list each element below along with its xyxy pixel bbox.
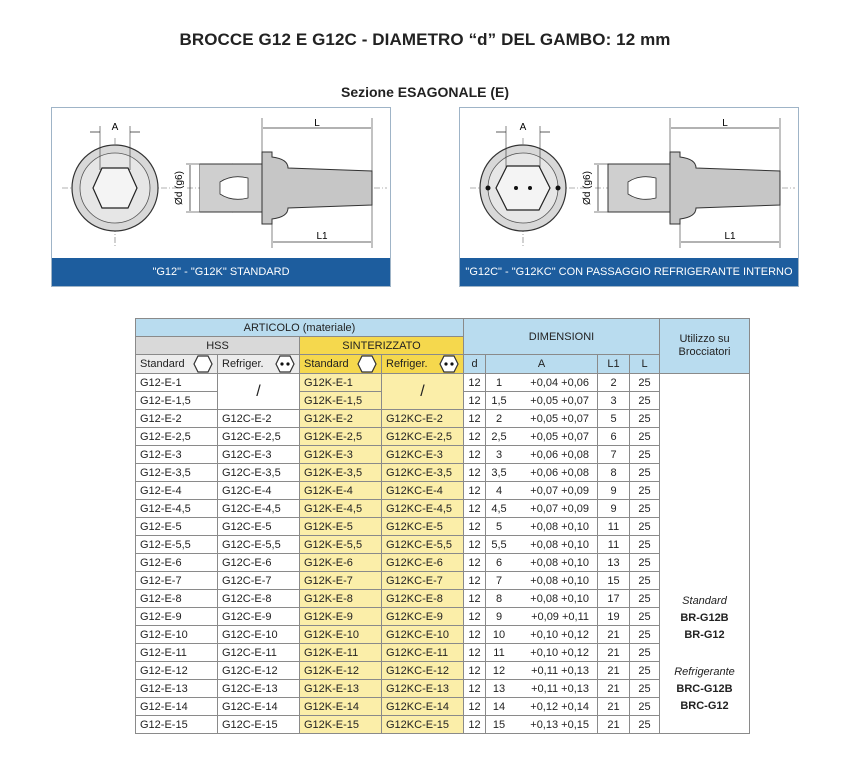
cell-sin-refriger: G12KC-E-5,5 — [382, 536, 464, 554]
cell-sin-standard: G12K-E-11 — [300, 644, 382, 662]
cell-a-tolerance: +0,08 +0,10 — [530, 574, 589, 587]
header-hss-standard — [136, 355, 218, 374]
cell-a-nominal: 1 — [495, 376, 503, 389]
cell-sin-refriger: G12KC-E-10 — [382, 626, 464, 644]
cell-a-tolerance: +0,13 +0,15 — [530, 718, 589, 731]
hexagon-coolant-icon — [439, 355, 459, 373]
cell-l1: 21 — [598, 698, 630, 716]
cell-a-tolerance: +0,08 +0,10 — [530, 520, 589, 533]
header-a: A — [486, 355, 598, 374]
cell-l1: 2 — [598, 374, 630, 392]
cell-hss-standard: G12-E-1 — [136, 374, 218, 392]
cell-sin-refriger: G12KC-E-5 — [382, 518, 464, 536]
cell-a-nominal: 4 — [495, 484, 503, 497]
cell-hss-standard: G12-E-12 — [136, 662, 218, 680]
table-row — [136, 680, 750, 698]
cell-sin-standard: G12K-E-8 — [300, 590, 382, 608]
cell-hss-refriger: G12C-E-2,5 — [218, 428, 300, 446]
header-sin-refriger — [382, 355, 464, 374]
cell-hss-refriger: G12C-E-15 — [218, 716, 300, 734]
cell-sin-standard: G12K-E-2,5 — [300, 428, 382, 446]
table-row — [136, 464, 750, 482]
cell-d: 12 — [464, 590, 486, 608]
cell-sin-refriger: G12KC-E-12 — [382, 662, 464, 680]
cell-hss-refriger: G12C-E-3 — [218, 446, 300, 464]
table-row — [136, 644, 750, 662]
table-row — [136, 608, 750, 626]
cell-d: 12 — [464, 644, 486, 662]
cell-l: 25 — [630, 680, 660, 698]
page-title: BROCCE G12 E G12C - DIAMETRO “d” DEL GAMBO: 12 mm — [179, 30, 671, 49]
cell-a-nominal: 5 — [495, 520, 503, 533]
cell-l: 25 — [630, 716, 660, 734]
dim-l-label: L — [722, 118, 728, 129]
cell-a-tolerance: +0,12 +0,14 — [530, 700, 589, 713]
cell-sin-refriger: G12KC-E-2 — [382, 410, 464, 428]
cell-hss-refriger: G12C-E-3,5 — [218, 464, 300, 482]
cell-l: 25 — [630, 392, 660, 410]
cell-l: 25 — [630, 464, 660, 482]
cell-a-nominal: 3,5 — [491, 466, 507, 479]
utilizzo-refrig-1: BRC-G12B — [676, 682, 733, 695]
cell-a — [486, 464, 598, 482]
table-row — [136, 536, 750, 554]
cell-hss-standard: G12-E-4,5 — [136, 500, 218, 518]
cell-a-tolerance: +0,08 +0,10 — [530, 592, 589, 605]
cell-a-tolerance: +0,04 +0,06 — [530, 376, 589, 389]
cell-sin-refriger: G12KC-E-3 — [382, 446, 464, 464]
cell-d: 12 — [464, 536, 486, 554]
cell-l: 25 — [630, 428, 660, 446]
cell-a-tolerance: +0,11 +0,13 — [531, 664, 589, 677]
cell-a-nominal: 15 — [492, 718, 506, 731]
cell-hss-standard: G12-E-15 — [136, 716, 218, 734]
hexagon-coolant-icon — [275, 355, 295, 373]
cell-d: 12 — [464, 446, 486, 464]
table-row — [136, 662, 750, 680]
cell-a — [486, 428, 598, 446]
cell-a-nominal: 9 — [495, 610, 503, 623]
cell-a — [486, 680, 598, 698]
cell-sin-refriger: G12KC-E-7 — [382, 572, 464, 590]
cell-l: 25 — [630, 482, 660, 500]
cell-l: 25 — [630, 608, 660, 626]
cell-l: 25 — [630, 518, 660, 536]
cell-a — [486, 572, 598, 590]
cell-utilizzo — [660, 374, 750, 734]
utilizzo-standard-1: BR-G12B — [680, 611, 729, 624]
cell-hss-refriger: G12C-E-8 — [218, 590, 300, 608]
cell-sin-standard: G12K-E-2 — [300, 410, 382, 428]
header-hss-refriger — [218, 355, 300, 374]
cell-hss-refriger: G12C-E-13 — [218, 680, 300, 698]
sin-refriger-label: Refriger. — [386, 358, 428, 370]
header-sin-standard — [300, 355, 382, 374]
cell-l: 25 — [630, 500, 660, 518]
cell-a — [486, 554, 598, 572]
dim-d-label: Ød (g6) — [174, 171, 185, 205]
cell-l: 25 — [630, 446, 660, 464]
cell-d: 12 — [464, 428, 486, 446]
cell-sin-standard: G12K-E-3,5 — [300, 464, 382, 482]
cell-a — [486, 608, 598, 626]
section-subtitle: Sezione ESAGONALE (E) — [340, 84, 510, 100]
cell-a-nominal: 10 — [492, 628, 506, 641]
cell-a-tolerance: +0,11 +0,13 — [531, 682, 589, 695]
cell-a-nominal: 14 — [492, 700, 506, 713]
cell-l: 25 — [630, 626, 660, 644]
header-articolo: ARTICOLO (materiale) — [136, 319, 464, 337]
cell-l1: 3 — [598, 392, 630, 410]
cell-sin-standard: G12K-E-1,5 — [300, 392, 382, 410]
cell-a-nominal: 1,5 — [491, 394, 507, 407]
cell-sin-standard: G12K-E-10 — [300, 626, 382, 644]
cell-hss-refriger: G12C-E-10 — [218, 626, 300, 644]
cell-hss-refriger: G12C-E-14 — [218, 698, 300, 716]
cell-l: 25 — [630, 374, 660, 392]
cell-d: 12 — [464, 626, 486, 644]
table-row — [136, 500, 750, 518]
cell-sin-standard: G12K-E-15 — [300, 716, 382, 734]
cell-a — [486, 392, 598, 410]
cell-l: 25 — [630, 536, 660, 554]
header-l: L — [630, 355, 660, 374]
cell-a — [486, 662, 598, 680]
cell-sin-refriger: G12KC-E-4,5 — [382, 500, 464, 518]
cell-a-nominal: 8 — [495, 592, 503, 605]
cell-sin-standard: G12K-E-13 — [300, 680, 382, 698]
cell-hss-refriger: G12C-E-11 — [218, 644, 300, 662]
cell-a — [486, 590, 598, 608]
header-utilizzo: Utilizzo su Brocciatori — [660, 319, 750, 374]
cell-sin-refriger: G12KC-E-15 — [382, 716, 464, 734]
table-row — [136, 698, 750, 716]
cell-sin-standard: G12K-E-9 — [300, 608, 382, 626]
cell-sin-standard: G12K-E-5 — [300, 518, 382, 536]
cell-hss-refriger: G12C-E-5,5 — [218, 536, 300, 554]
dim-a-label: A — [111, 122, 119, 133]
cell-hss-refriger: G12C-E-4 — [218, 482, 300, 500]
cell-d: 12 — [464, 500, 486, 518]
dim-d-label: Ød (g6) — [582, 171, 593, 205]
cell-a — [486, 518, 598, 536]
cell-d: 12 — [464, 554, 486, 572]
cell-sin-standard: G12K-E-4,5 — [300, 500, 382, 518]
cell-hss-refriger: G12C-E-9 — [218, 608, 300, 626]
cell-sin-standard: G12K-E-3 — [300, 446, 382, 464]
cell-l1: 5 — [598, 410, 630, 428]
table-row — [136, 716, 750, 734]
cell-hss-standard: G12-E-9 — [136, 608, 218, 626]
cell-sin-standard: G12K-E-7 — [300, 572, 382, 590]
cell-l: 25 — [630, 410, 660, 428]
cell-a-tolerance: +0,09 +0,11 — [531, 610, 589, 623]
cell-sin-refriger: G12KC-E-13 — [382, 680, 464, 698]
cell-a — [486, 482, 598, 500]
cell-d: 12 — [464, 680, 486, 698]
cell-d: 12 — [464, 572, 486, 590]
drawing-panel-coolant — [459, 107, 799, 287]
cell-sin-standard: G12K-E-5,5 — [300, 536, 382, 554]
cell-a-nominal: 2,5 — [491, 430, 507, 443]
utilizzo-refrig-label: Refrigerante — [674, 665, 735, 678]
cell-l1: 15 — [598, 572, 630, 590]
cell-a — [486, 698, 598, 716]
cell-l1: 21 — [598, 680, 630, 698]
cell-a — [486, 644, 598, 662]
cell-l1: 19 — [598, 608, 630, 626]
cell-sin-refriger: G12KC-E-2,5 — [382, 428, 464, 446]
cell-d: 12 — [464, 608, 486, 626]
utilizzo-refrig-2: BRC-G12 — [680, 699, 729, 712]
cell-a — [486, 374, 598, 392]
cell-sin-refriger: G12KC-E-8 — [382, 590, 464, 608]
cell-l1: 17 — [598, 590, 630, 608]
cell-l1: 8 — [598, 464, 630, 482]
broach-drawing-standard — [52, 108, 390, 258]
table-row — [136, 428, 750, 446]
hexagon-icon — [357, 355, 377, 373]
cell-hss-standard: G12-E-5 — [136, 518, 218, 536]
cell-l1: 21 — [598, 716, 630, 734]
cell-a-nominal: 2 — [495, 412, 503, 425]
cell-a — [486, 716, 598, 734]
cell-hss-refriger: G12C-E-4,5 — [218, 500, 300, 518]
cell-l: 25 — [630, 554, 660, 572]
table-row — [136, 554, 750, 572]
cell-l1: 21 — [598, 662, 630, 680]
cell-a-tolerance: +0,08 +0,10 — [530, 556, 589, 569]
cell-sin-standard: G12K-E-4 — [300, 482, 382, 500]
cell-hss-refriger: G12C-E-12 — [218, 662, 300, 680]
cell-l: 25 — [630, 590, 660, 608]
cell-a — [486, 500, 598, 518]
panel-caption-coolant: "G12C" - "G12KC" CON PASSAGGIO REFRIGERANTE INTERNO — [460, 258, 798, 286]
cell-hss-standard: G12-E-2,5 — [136, 428, 218, 446]
cell-l: 25 — [630, 644, 660, 662]
cell-hss-standard: G12-E-8 — [136, 590, 218, 608]
cell-a-tolerance: +0,10 +0,12 — [530, 646, 589, 659]
cell-a-tolerance: +0,10 +0,12 — [530, 628, 589, 641]
table-row — [136, 518, 750, 536]
cell-a-tolerance: +0,07 +0,09 — [530, 484, 589, 497]
drawing-panel-standard — [51, 107, 391, 287]
cell-a-nominal: 4,5 — [491, 502, 507, 515]
cell-d: 12 — [464, 518, 486, 536]
cell-hss-refriger: G12C-E-5 — [218, 518, 300, 536]
cell-hss-standard: G12-E-5,5 — [136, 536, 218, 554]
cell-d: 12 — [464, 464, 486, 482]
cell-hss-standard: G12-E-6 — [136, 554, 218, 572]
cell-a-nominal: 3 — [495, 448, 503, 461]
panel-caption-standard: "G12" - "G12K" STANDARD — [52, 258, 390, 286]
cell-a-tolerance: +0,07 +0,09 — [530, 502, 589, 515]
cell-l: 25 — [630, 662, 660, 680]
cell-hss-refriger: G12C-E-6 — [218, 554, 300, 572]
cell-l1: 9 — [598, 482, 630, 500]
table-row — [136, 626, 750, 644]
cell-a-nominal: 5,5 — [491, 538, 507, 551]
table-row — [136, 410, 750, 428]
cell-l1: 13 — [598, 554, 630, 572]
cell-a-tolerance: +0,05 +0,07 — [530, 412, 589, 425]
utilizzo-standard-2: BR-G12 — [684, 628, 725, 641]
cell-a-nominal: 13 — [492, 682, 506, 695]
sin-standard-label: Standard — [304, 358, 349, 370]
cell-sin-standard: G12K-E-1 — [300, 374, 382, 392]
cell-hss-standard: G12-E-2 — [136, 410, 218, 428]
cell-sin-refriger: G12KC-E-14 — [382, 698, 464, 716]
cell-hss-standard: G12-E-3,5 — [136, 464, 218, 482]
dim-l-label: L — [314, 118, 320, 129]
header-hss: HSS — [136, 337, 300, 355]
cell-l1: 6 — [598, 428, 630, 446]
cell-a-tolerance: +0,06 +0,08 — [530, 466, 589, 479]
cell-l: 25 — [630, 698, 660, 716]
cell-l1: 7 — [598, 446, 630, 464]
cell-sin-refriger: G12KC-E-6 — [382, 554, 464, 572]
cell-sin-refriger-na: / — [382, 374, 464, 410]
cell-l1: 9 — [598, 500, 630, 518]
cell-a — [486, 446, 598, 464]
article-table-body — [136, 374, 750, 734]
cell-a-nominal: 6 — [495, 556, 503, 569]
cell-sin-standard: G12K-E-6 — [300, 554, 382, 572]
cell-hss-standard: G12-E-14 — [136, 698, 218, 716]
cell-hss-refriger: G12C-E-7 — [218, 572, 300, 590]
cell-d: 12 — [464, 374, 486, 392]
cell-d: 12 — [464, 392, 486, 410]
cell-sin-refriger: G12KC-E-3,5 — [382, 464, 464, 482]
cell-hss-standard: G12-E-3 — [136, 446, 218, 464]
cell-a — [486, 536, 598, 554]
hss-standard-label: Standard — [140, 358, 185, 370]
cell-hss-standard: G12-E-11 — [136, 644, 218, 662]
cell-l1: 11 — [598, 518, 630, 536]
cell-a-nominal: 12 — [492, 664, 506, 677]
cell-d: 12 — [464, 410, 486, 428]
table-row — [136, 590, 750, 608]
broach-drawing-coolant — [460, 108, 798, 258]
article-table — [135, 318, 750, 734]
hexagon-icon — [193, 355, 213, 373]
table-row — [136, 446, 750, 464]
cell-hss-standard: G12-E-7 — [136, 572, 218, 590]
header-l1: L1 — [598, 355, 630, 374]
cell-a-nominal: 7 — [495, 574, 503, 587]
cell-d: 12 — [464, 716, 486, 734]
table-row — [136, 482, 750, 500]
cell-a — [486, 626, 598, 644]
cell-hss-standard: G12-E-4 — [136, 482, 218, 500]
utilizzo-standard-label: Standard — [682, 594, 727, 607]
header-d: d — [464, 355, 486, 374]
cell-d: 12 — [464, 482, 486, 500]
cell-sin-standard: G12K-E-14 — [300, 698, 382, 716]
cell-l1: 11 — [598, 536, 630, 554]
dim-l1-label: L1 — [724, 231, 736, 242]
cell-hss-refriger: G12C-E-2 — [218, 410, 300, 428]
header-sinterizzato: SINTERIZZATO — [300, 337, 464, 355]
cell-hss-standard: G12-E-13 — [136, 680, 218, 698]
cell-sin-refriger: G12KC-E-9 — [382, 608, 464, 626]
cell-hss-standard: G12-E-10 — [136, 626, 218, 644]
cell-d: 12 — [464, 662, 486, 680]
cell-l1: 21 — [598, 626, 630, 644]
cell-sin-standard: G12K-E-12 — [300, 662, 382, 680]
cell-l1: 21 — [598, 644, 630, 662]
cell-hss-refriger-na: / — [218, 374, 300, 410]
cell-d: 12 — [464, 698, 486, 716]
cell-sin-refriger: G12KC-E-4 — [382, 482, 464, 500]
cell-a-tolerance: +0,05 +0,07 — [530, 394, 589, 407]
cell-l: 25 — [630, 572, 660, 590]
table-row — [136, 374, 750, 392]
dim-a-label: A — [519, 122, 527, 133]
cell-a-tolerance: +0,08 +0,10 — [530, 538, 589, 551]
dim-l1-label: L1 — [316, 231, 328, 242]
cell-a-tolerance: +0,06 +0,08 — [530, 448, 589, 461]
hss-refriger-label: Refriger. — [222, 358, 264, 370]
cell-a — [486, 410, 598, 428]
table-row — [136, 572, 750, 590]
cell-hss-standard: G12-E-1,5 — [136, 392, 218, 410]
cell-a-nominal: 11 — [493, 646, 505, 659]
cell-a-tolerance: +0,05 +0,07 — [530, 430, 589, 443]
cell-sin-refriger: G12KC-E-11 — [382, 644, 464, 662]
header-dimensioni: DIMENSIONI — [464, 319, 660, 355]
